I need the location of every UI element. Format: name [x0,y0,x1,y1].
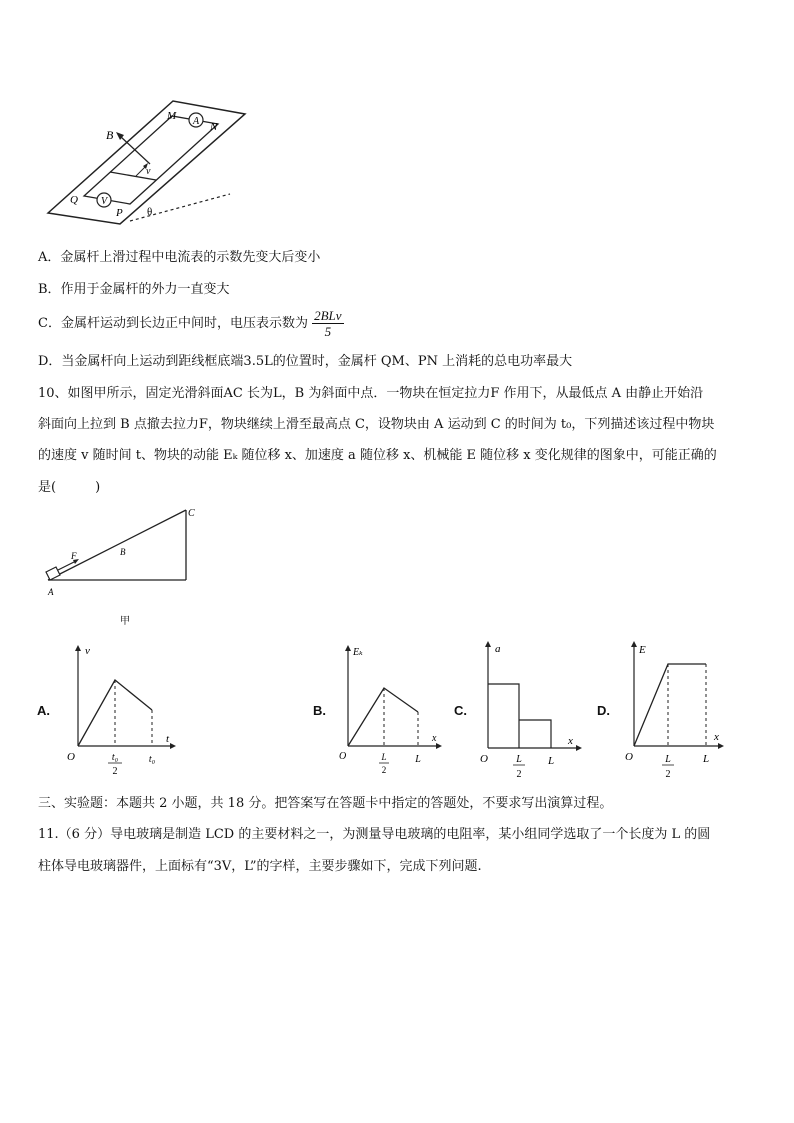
svg-text:B: B [106,128,114,142]
svg-text:L: L [381,752,387,762]
svg-text:A: A [48,587,54,597]
svg-text:N: N [210,121,218,133]
svg-text:Q: Q [70,194,78,206]
svg-text:t₀: t₀ [111,752,119,763]
graph-c-a-x [476,638,586,782]
q9-option-b: B．作用于金属杆的外力一直变大 [38,282,230,297]
q10-line3: 的速度 v 随时间 t、物块的动能 Eₖ 随位移 x、加速度 a 随位移 x、机械能 E 随位移 x 变化规律的图象中，可能正确的 [38,448,717,463]
svg-text:v: v [146,166,151,177]
svg-text:P: P [116,207,123,219]
svg-text:V: V [100,196,108,207]
svg-text:Eₖ: Eₖ [353,647,363,658]
svg-text:2: 2 [516,769,522,780]
svg-text:v: v [85,645,90,657]
graph-b-ek-x [336,642,446,782]
graph-b-curve [348,688,418,746]
svg-text:a: a [495,643,501,655]
svg-text:O: O [339,751,347,762]
graph-c-segment2 [519,720,551,748]
svg-text:O: O [480,753,488,765]
block [46,567,60,580]
svg-text:M: M [167,110,177,122]
incline-figure [40,502,210,627]
svg-text:t: t [166,733,170,745]
svg-text:2: 2 [112,766,118,777]
graph-c-segment1 [488,684,519,748]
graph-option-b-label: B. [313,703,326,718]
svg-text:x: x [714,731,719,743]
svg-text:C: C [188,508,195,519]
graph-d-curve [634,664,706,746]
svg-text:L: L [415,754,421,765]
svg-text:θ: θ [147,206,153,218]
svg-text:B: B [120,547,126,557]
svg-text:O: O [625,751,633,763]
q9-option-a: A．金属杆上滑过程中电流表的示数先变大后变小 [38,250,321,265]
q10-line4: 是( ) [38,480,101,495]
svg-text:L: L [516,754,522,765]
svg-text:2: 2 [665,769,671,780]
graph-d-e-x [622,638,732,782]
incline-slope [48,510,186,580]
section3-heading: 三、实验题：本题共 2 小题，共 18 分。把答案写在答题卡中指定的答题处，不要求写出演算过程。 [38,796,613,811]
svg-text:x: x [568,735,573,747]
q10-line1: 10、如图甲所示，固定光滑斜面AC 长为L，B 为斜面中点．一物块在恒定拉力F 作用下，从最低点 A 由静止开始沿 [38,386,704,401]
q11-line2: 柱体导电玻璃器件，上面标有“3V，L”的字样，主要步骤如下，完成下列问题. [38,859,482,874]
svg-text:O: O [67,751,75,763]
graph-a-v-t [62,642,182,782]
q9-option-d: D．当金属杆向上运动到距线框底端3.5L的位置时，金属杆 QM、PN 上消耗的总电功率最大 [38,354,573,369]
graph-option-a-label: A. [37,703,50,718]
q9-option-c: C．金属杆运动到长边正中间时，电压表示数为 $\frac{\text{2BLv}}{5}$ [38,308,342,339]
ground-dashed-line [130,194,230,221]
svg-text:甲: 甲 [120,616,130,627]
svg-text:L: L [547,755,555,767]
rail-figure [40,96,250,226]
graph-option-c-label: C. [454,703,467,718]
svg-text:F: F [71,551,77,561]
graph-option-d-label: D. [597,703,610,718]
svg-text:E: E [639,644,646,656]
svg-text:A: A [192,116,200,127]
svg-text:x: x [432,733,437,744]
svg-text:L: L [702,753,710,765]
rail-frame [84,116,218,204]
svg-text:2: 2 [381,765,387,775]
svg-text:L: L [665,754,671,765]
svg-text:t₀: t₀ [148,754,156,765]
fraction-2blv-over-5: $\frac{\text{2BLv}}{5}$ [314,308,342,339]
q10-line2: 斜面向上拉到 B 点撤去拉力F，物块继续上滑至最高点 C，设物块由 A 运动到 C 的时间为 t₀，下列描述该过程中物块 [38,417,715,432]
q11-line1: 11.（6 分）导电玻璃是制造 LCD 的主要材料之一，为测量导电玻璃的电阻率，某小组同学选取了一个长度为 L 的圆 [38,827,711,842]
